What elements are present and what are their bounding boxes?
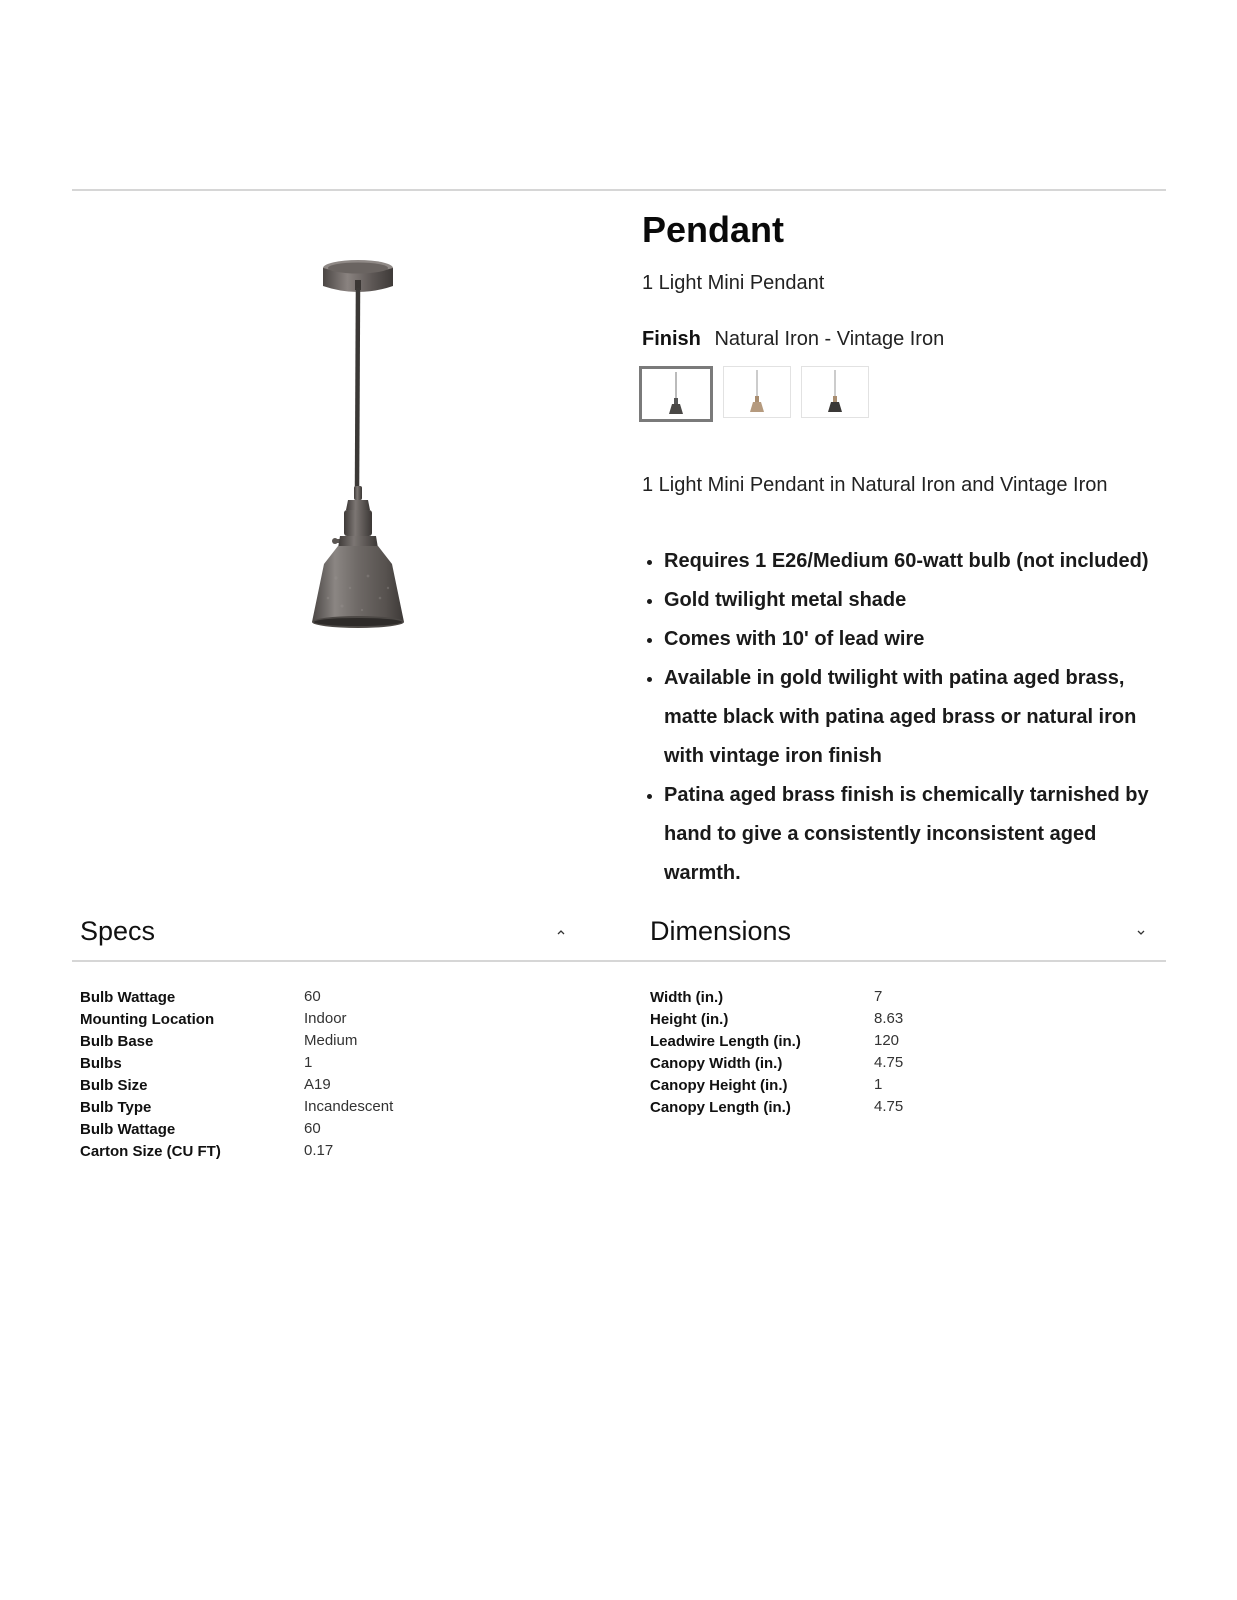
pendant-thumbnail-icon [747, 370, 767, 414]
feature-item: • Available in gold twilight with patina aged brass, matte black with patina aged brass or natural iron with vintage iron finish [664, 659, 1172, 776]
feature-item: • Patina aged brass finish is chemically tarnished by hand to give a consistently inconsistent aged warmth. [664, 776, 1172, 893]
product-subtitle: 1 Light Mini Pendant [642, 272, 825, 294]
feature-list [642, 542, 1172, 893]
finish-row [642, 326, 1172, 352]
specs-header[interactable] [72, 912, 620, 962]
specs-panel [72, 912, 620, 1162]
dimensions-table [650, 986, 903, 1118]
dimension-value: 7 [874, 988, 883, 1005]
dimension-value: 1 [874, 1076, 883, 1093]
spec-label: Bulbs [80, 1055, 122, 1072]
spec-value: A19 [304, 1076, 331, 1093]
pendant-thumbnail-icon [825, 370, 845, 414]
table-row [80, 1074, 393, 1096]
spec-label: Bulb Wattage [80, 1121, 176, 1138]
chevron-down-icon[interactable] [1134, 926, 1148, 938]
table-row [650, 1052, 903, 1074]
product-image [278, 258, 438, 658]
table-row [650, 1030, 903, 1052]
swatch-matte-black[interactable] [801, 366, 869, 418]
dimension-value: 4.75 [874, 1098, 904, 1115]
table-row [80, 1140, 393, 1162]
table-row [80, 986, 393, 1008]
spec-label: Carton Size (CU FT) [80, 1143, 221, 1160]
pendant-thumbnail-icon [666, 372, 686, 416]
spec-label: Mounting Location [80, 1011, 215, 1028]
dimension-label: Canopy Height (in.) [650, 1077, 788, 1094]
table-row [80, 1096, 393, 1118]
chevron-up-icon[interactable] [554, 926, 568, 938]
dimension-value: 4.75 [874, 1054, 904, 1071]
dimensions-header[interactable] [620, 912, 1166, 962]
spec-label: Bulb Size [80, 1077, 148, 1094]
specs-table [80, 986, 393, 1162]
feature-item: • Requires 1 E26/Medium 60-watt bulb (not included) [664, 542, 1172, 581]
spec-value: Medium [304, 1032, 358, 1049]
table-row [80, 1052, 393, 1074]
dimension-label: Canopy Width (in.) [650, 1055, 783, 1072]
spec-label: Bulb Type [80, 1099, 152, 1116]
table-row [650, 1074, 903, 1096]
finish-label: Finish [642, 328, 701, 350]
table-row [650, 1008, 903, 1030]
spec-value: 60 [304, 988, 321, 1005]
spec-value: Incandescent [304, 1098, 394, 1115]
spec-label: Bulb Wattage [80, 989, 176, 1006]
table-row [650, 986, 903, 1008]
dimensions-panel [620, 912, 1166, 1118]
feature-item: • Comes with 10' of lead wire [664, 620, 1172, 659]
product-description: 1 Light Mini Pendant in Natural Iron and Vintage Iron [642, 474, 1108, 496]
table-row [80, 1008, 393, 1030]
dimensions-title: Dimensions [650, 916, 792, 946]
dimension-label: Canopy Length (in.) [650, 1099, 791, 1116]
spec-value: 60 [304, 1120, 321, 1137]
swatch-gold-twilight[interactable] [723, 366, 791, 418]
dimension-label: Leadwire Length (in.) [650, 1033, 801, 1050]
dimension-value: 8.63 [874, 1010, 904, 1027]
dimension-label: Height (in.) [650, 1011, 729, 1028]
finish-swatches [639, 366, 1172, 422]
dimension-value: 120 [874, 1032, 900, 1049]
specs-title: Specs [80, 916, 156, 946]
product-info [642, 208, 1172, 893]
table-row [650, 1096, 903, 1118]
table-row [80, 1118, 393, 1140]
product-title: Pendant [642, 209, 785, 250]
top-divider [72, 189, 1166, 191]
dimension-label: Width (in.) [650, 989, 724, 1006]
finish-value: Natural Iron - Vintage Iron [714, 328, 945, 350]
table-row [80, 1030, 393, 1052]
swatch-natural-iron[interactable] [639, 366, 713, 422]
feature-item: • Gold twilight metal shade [664, 581, 1172, 620]
spec-value: 0.17 [304, 1142, 334, 1159]
spec-value: Indoor [304, 1010, 347, 1027]
spec-value: 1 [304, 1054, 313, 1071]
pendant-lamp-photo [278, 258, 438, 658]
spec-label: Bulb Base [80, 1033, 154, 1050]
